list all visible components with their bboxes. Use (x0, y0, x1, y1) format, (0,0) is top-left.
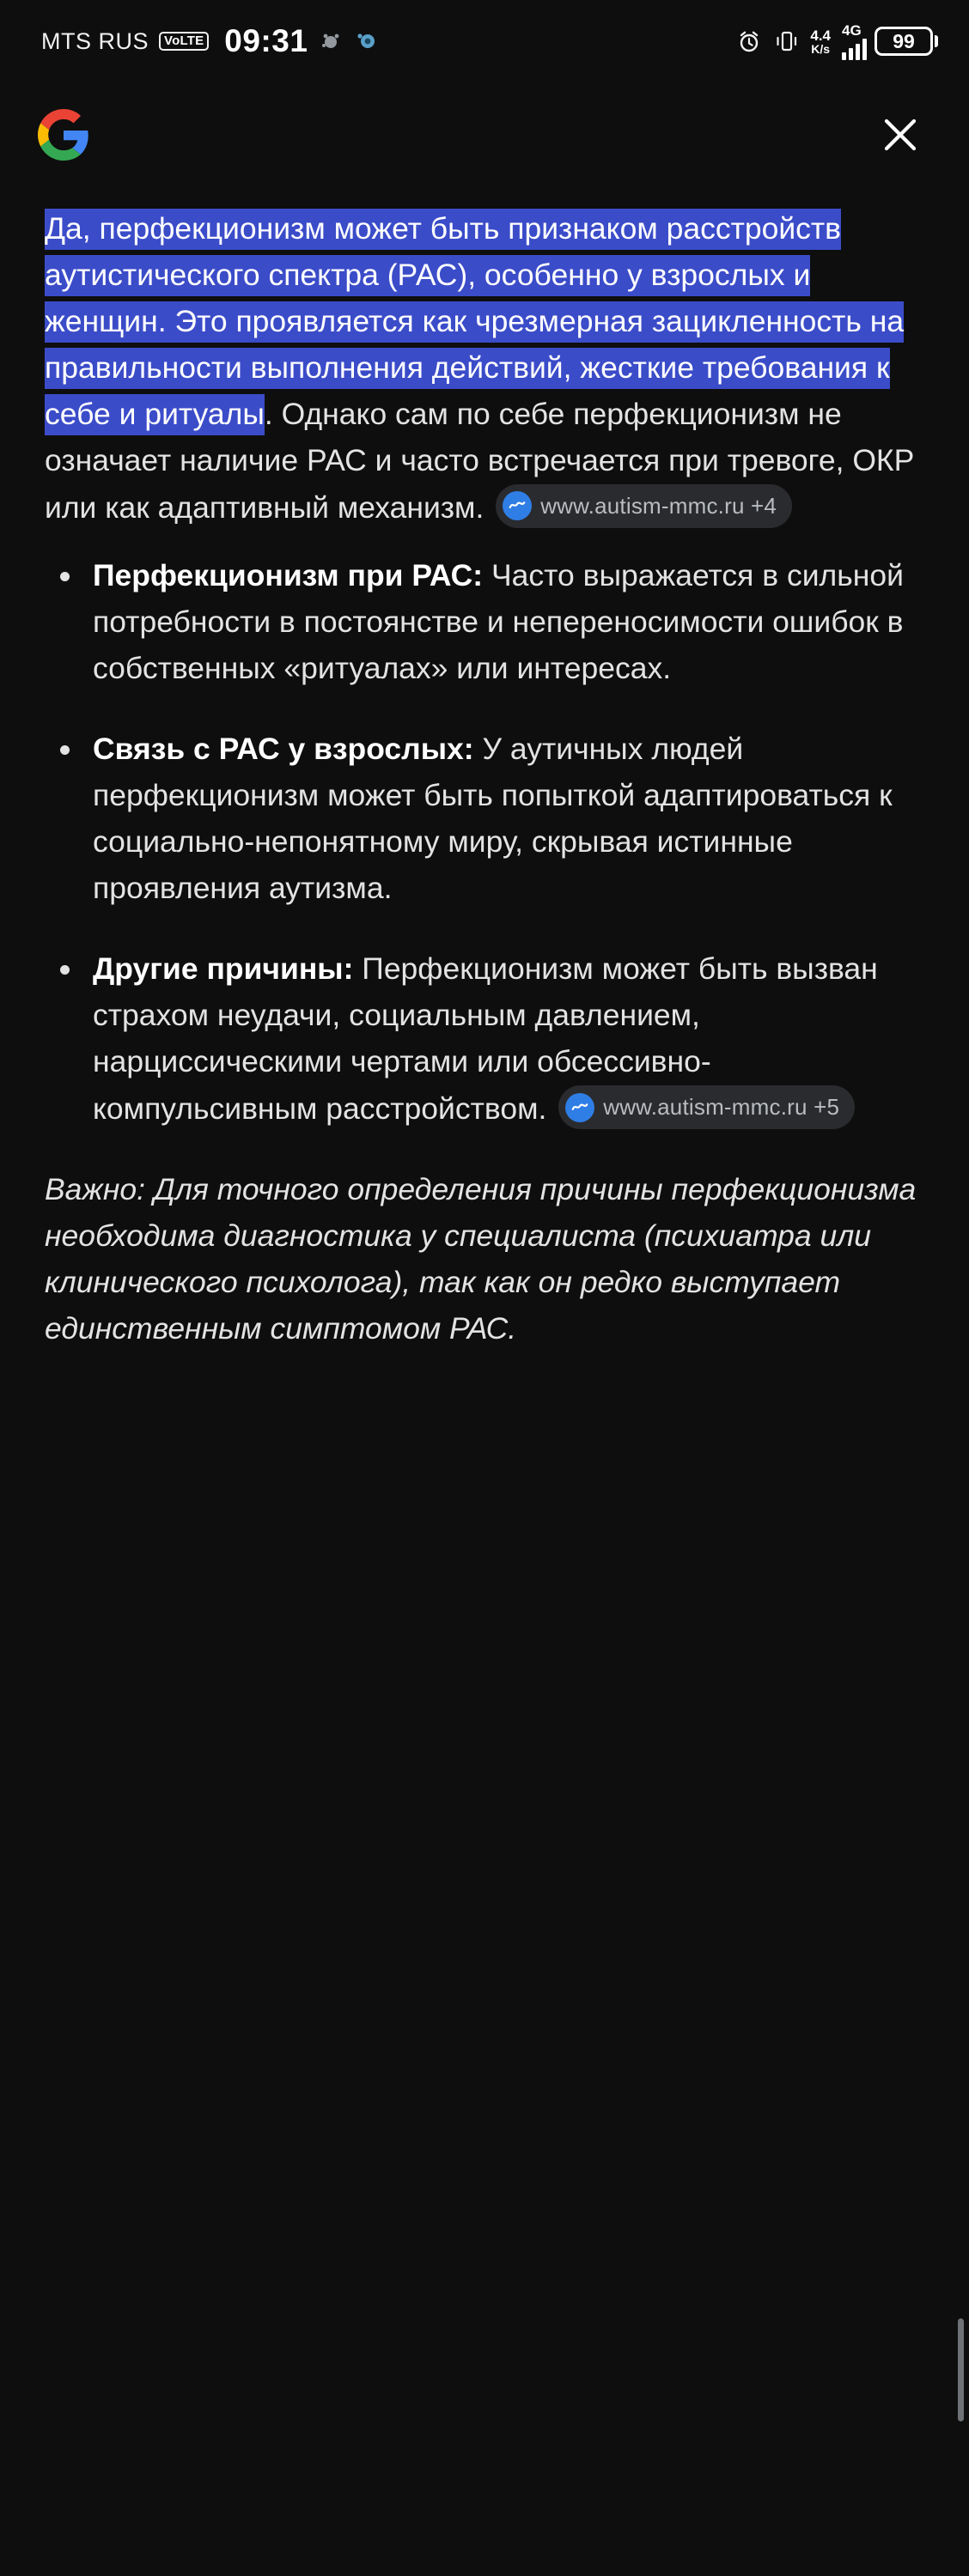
network-speed-value: 4.4 (810, 27, 831, 44)
answer-paragraph (45, 206, 924, 531)
alarm-icon (736, 28, 762, 54)
bullet-text: Перфекционизм может быть вызван страхом неудачи, социальным давлением, нарциссическими чертами или обсессивно-компульсивным расстройством. (93, 951, 878, 1126)
vertical-scrollbar[interactable] (958, 2318, 964, 2421)
google-g-logo (38, 109, 89, 161)
source-chip-1[interactable] (496, 484, 792, 529)
volte-badge: VoLTE (159, 32, 209, 51)
network-speed-unit: K/s (811, 41, 831, 56)
network-speed-indicator (810, 28, 831, 55)
bullet-text: Часто выражается в сильной потребности в постоянстве и непереносимости ошибок в собственных «ритуалах» или интересах. (93, 558, 904, 686)
status-bar (0, 0, 969, 82)
source-chip-2[interactable] (558, 1085, 855, 1130)
list-item (45, 946, 924, 1133)
network-type-indicator (842, 23, 867, 60)
list-item (45, 553, 924, 692)
source-favicon-icon (503, 491, 532, 520)
bullet-text: У аутичных людей перфекционизм может быть попыткой адаптироваться к социально-непонятному миру, скрывая истинные проявления аутизма. (93, 732, 893, 906)
important-note: Важно: Для точного определения причины перфекционизма необходима диагностика у специалиста (психиатра или клинического психолога), так как он редко выступает единственным симптомом РАС. (45, 1171, 917, 1346)
bullet-title: Другие причины: (93, 951, 354, 987)
bullet-title: Связь с РАС у взрослых: (93, 732, 474, 767)
highlighted-answer-text: Да, перфекционизм может быть признаком расстройств аутистического спектра (РАС), особенно у взрослых и женщин. Это проявляется как чрезмерная зацикленность на правильности выполнения действий, жесткие требования к себе и ритуалы (45, 209, 904, 435)
battery-percent-label: 99 (875, 27, 933, 56)
bullet-title: Перфекционизм при РАС: (93, 558, 484, 593)
source-chip-1-label: www.autism-mmc.ru +4 (540, 492, 777, 519)
answer-content (0, 187, 969, 1352)
list-item (45, 726, 924, 912)
source-chip-2-label: www.autism-mmc.ru +5 (603, 1093, 840, 1120)
answer-rest-text: . Однако сам по себе перфекционизм не означает наличие РАС и часто встречается при тревоге, ОКР или как адаптивный механизм. (45, 396, 915, 525)
status-clock: 09:31 (224, 23, 308, 58)
vibrate-icon (773, 28, 799, 54)
status-bar-left (41, 23, 380, 59)
source-favicon-icon (565, 1093, 594, 1122)
app-header (0, 82, 969, 187)
notification-icon-1 (318, 28, 344, 54)
status-bar-right (736, 23, 938, 60)
battery-indicator (875, 27, 938, 56)
carrier-label: MTS RUS (41, 27, 149, 54)
notification-icon-2 (354, 28, 380, 54)
battery-tip (935, 35, 938, 47)
bullet-list (45, 553, 924, 1132)
close-icon[interactable] (873, 107, 928, 162)
signal-bars-icon (842, 38, 867, 60)
network-type-label: 4G (842, 21, 862, 39)
